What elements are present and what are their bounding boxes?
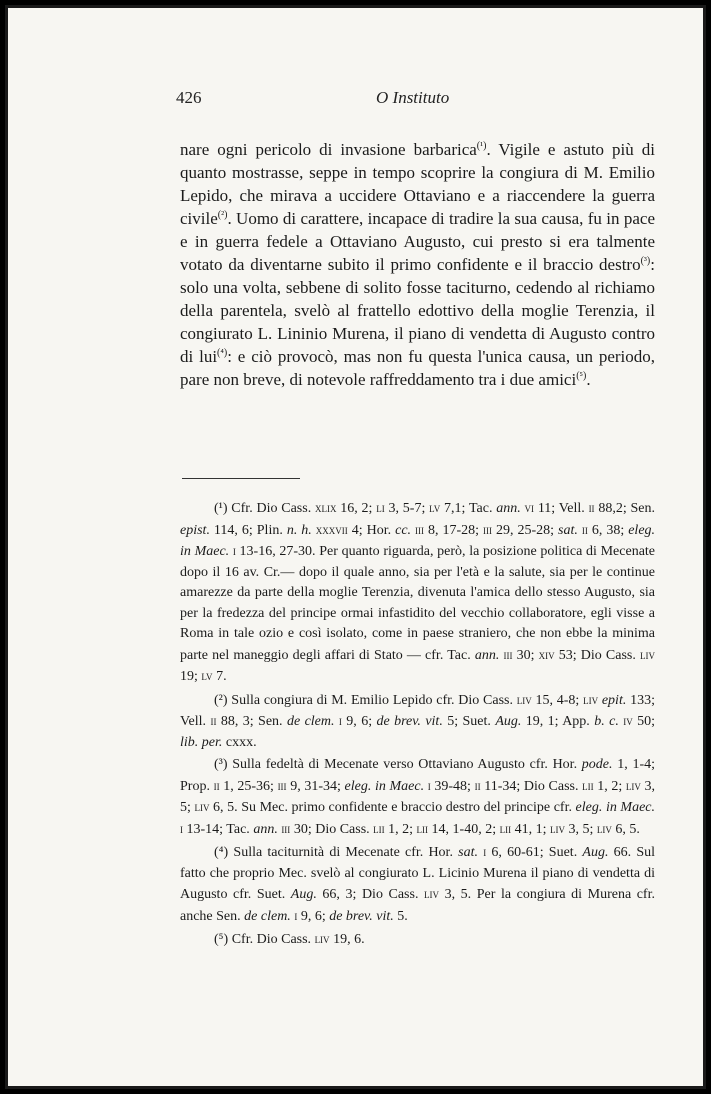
text-run: pode. bbox=[581, 757, 613, 772]
text-run: 19, 1; App. bbox=[521, 714, 595, 729]
text-run: xxxvii bbox=[315, 521, 348, 537]
text-run: 88, 3; Sen. bbox=[216, 714, 287, 729]
text-run: ii bbox=[210, 713, 217, 728]
text-run: 19, 6. bbox=[329, 932, 365, 947]
text-run: b. c. bbox=[594, 714, 619, 729]
text-run: 13-16, 27-30. Per quanto riguarda, però, la posizione politica di Mecenate dopo il 16 av. Cr.— dopo il quale anno, sia per l'età e la salute, sia per le continue amarezze da parte della moglie Terenzia, divenuta l'amica dello stesso Augusto, sia per la fredezza del principe ormai infastidito del vecchio collaboratore, egli visse a Roma in tale ozio e così isolato, come in paese straniero, che non ebbe la minima parte nel maneggio degli affari di Stato — cfr. Tac. bbox=[180, 544, 656, 663]
text-run: iii bbox=[415, 521, 425, 537]
text-run: 6, 38; bbox=[587, 522, 629, 538]
text-run: 11; Vell. bbox=[534, 501, 589, 516]
text-run: vi bbox=[524, 500, 535, 515]
text-run: iii bbox=[503, 646, 513, 662]
text-run: 1, 1-4; Prop. bbox=[180, 757, 655, 794]
text-run: ann. bbox=[496, 501, 521, 516]
footnote-ref[interactable]: (³) bbox=[640, 255, 651, 267]
text-run: . Vigile e astuto più di quanto mostrasse, seppe in tempo scoprire la congiura di M. Emilio Lepido, che mirava a uccidere Ottaviano e a riaccendere la guerra civile bbox=[180, 140, 655, 228]
text-run: 66, 3; Dio Cass. bbox=[316, 887, 425, 902]
text-run: lii bbox=[416, 820, 429, 836]
text-run: 29, 25-28; bbox=[492, 522, 559, 538]
text-run: . Uomo di carattere, incapace di tradire la sua causa, fu in pace e in guerra fedele a Ottaviano Augusto, cui presto si era talmente votato da diventarne subito il primo confidente e il braccio destro bbox=[180, 209, 655, 274]
text-run: iv bbox=[623, 713, 633, 728]
text-run: : solo una volta, sebbene di solito fosse taciturno, cedendo al richiamo della parentela, svelò al frattello edottivo della moglie Terenzia, il congiurato L. Lininio Murena, il piano di vendetta di Augusto contro di lui bbox=[180, 255, 655, 366]
text-run: ii bbox=[213, 777, 220, 793]
text-run: 3, 5-7; bbox=[384, 501, 430, 516]
text-run: 133; Vell. bbox=[180, 692, 655, 729]
text-run: de brev. vit. bbox=[329, 908, 394, 924]
text-run: lv bbox=[429, 500, 441, 515]
text-run: liv bbox=[625, 777, 641, 793]
text-run: iii bbox=[277, 777, 287, 793]
text-run: i bbox=[180, 820, 183, 836]
text-run: Sulla fedeltà di Mecenate verso Ottaviano Augusto cfr. Hor. bbox=[227, 757, 582, 772]
text-run: xiv bbox=[538, 646, 555, 662]
footnote-ref[interactable]: (⁵) bbox=[576, 370, 587, 382]
text-run: 1, 25-36; bbox=[219, 778, 278, 794]
text-run: 9, 31-34; bbox=[286, 778, 345, 794]
text-run: 7,1; Tac. bbox=[440, 501, 497, 516]
main-text bbox=[180, 138, 655, 391]
text-run: Sulla taciturnità di Mecenate cfr. Hor. bbox=[228, 845, 459, 860]
text-run: liv bbox=[640, 646, 656, 662]
text-run: nare ogni pericolo di invasione barbarica bbox=[180, 140, 477, 159]
text-run: : e ciò provocò, mas non fu questa l'unica causa, un periodo, pare non breve, di notevole raffreddamento tra i due amici bbox=[180, 347, 655, 389]
text-run: 3, 5. Per la congiura di Murena cfr. anche Sen. bbox=[180, 887, 655, 924]
text-run: 3, 5; bbox=[180, 778, 656, 815]
main-paragraph bbox=[180, 138, 655, 391]
text-run: iii bbox=[281, 820, 291, 836]
text-run: n. h. bbox=[286, 522, 312, 538]
text-run: epist. bbox=[180, 522, 210, 538]
text-run: sat. bbox=[458, 845, 478, 860]
text-run: sat. bbox=[558, 522, 578, 538]
text-run: 41, 1; bbox=[511, 821, 550, 837]
text-run: 1, 2; bbox=[593, 778, 626, 794]
text-run: i bbox=[427, 777, 431, 793]
text-run: de clem. bbox=[286, 714, 335, 729]
text-run: ii bbox=[474, 777, 481, 793]
text-run: eleg. in Maec. bbox=[344, 778, 425, 794]
page-number: 426 bbox=[176, 88, 202, 107]
text-run: 16, 2; bbox=[336, 501, 377, 516]
text-run: 19; bbox=[180, 669, 202, 684]
text-run: xlix bbox=[314, 500, 337, 515]
text-run: cc. bbox=[395, 522, 412, 538]
text-run: liv bbox=[596, 820, 612, 836]
text-run: 50; bbox=[632, 714, 656, 729]
text-run: ii bbox=[581, 521, 588, 537]
text-run: 1, 2; bbox=[384, 821, 417, 837]
footnote-1 bbox=[180, 498, 655, 688]
text-run: de clem. bbox=[244, 908, 291, 924]
text-run: 8, 17-28; bbox=[424, 522, 484, 538]
footnote-mark: (¹) bbox=[214, 501, 228, 516]
text-run: i bbox=[483, 844, 487, 859]
text-run: epit. bbox=[601, 692, 627, 708]
text-run: eleg. in Maec. bbox=[180, 522, 656, 559]
footnote-4 bbox=[180, 842, 655, 927]
text-run: liv bbox=[424, 886, 440, 901]
text-run: 6, 5. bbox=[611, 821, 640, 837]
text-run: 3, 5; bbox=[565, 821, 597, 837]
text-run: 114, 6; Plin. bbox=[209, 522, 287, 538]
text-run: eleg. in Maec. bbox=[575, 800, 656, 815]
text-run: li bbox=[376, 500, 385, 515]
text-run: 4; Hor. bbox=[347, 522, 396, 538]
text-run: lv bbox=[201, 668, 213, 683]
text-run: de brev. vit. bbox=[376, 714, 443, 729]
text-run: liv bbox=[314, 931, 330, 946]
text-run: 39-48; bbox=[430, 778, 475, 794]
text-run: i bbox=[294, 907, 298, 923]
text-run: 30; Dio Cass. bbox=[290, 821, 374, 837]
text-run: ann. bbox=[253, 821, 278, 837]
text-run: lii bbox=[582, 777, 594, 793]
footnote-2 bbox=[180, 690, 655, 754]
text-run: liv bbox=[583, 691, 599, 707]
footnote-divider bbox=[182, 478, 300, 479]
text-run: iii bbox=[483, 521, 493, 537]
text-run: 11-34; Dio Cass. bbox=[480, 778, 583, 794]
text-run: 5. bbox=[393, 908, 408, 924]
text-run: Aug. bbox=[290, 887, 317, 902]
text-run: . bbox=[586, 370, 591, 389]
text-run: 53; Dio Cass. bbox=[554, 647, 641, 663]
text-run: 6, 5. Su Mec. primo confidente e braccio destro del principe cfr. bbox=[209, 800, 576, 815]
text-run: Sulla congiura di M. Emilio Lepido cfr. Dio Cass. bbox=[227, 692, 517, 708]
text-run: i bbox=[338, 713, 342, 728]
text-run: 5; Suet. bbox=[442, 714, 496, 729]
text-run: lib. per. bbox=[180, 734, 223, 750]
footnote-mark: (³) bbox=[214, 757, 228, 772]
text-run: lii bbox=[499, 820, 512, 836]
text-run: Cfr. Dio Cass. bbox=[228, 932, 315, 947]
footnotes bbox=[180, 498, 655, 953]
page bbox=[5, 5, 706, 1089]
text-run: liv bbox=[550, 820, 565, 836]
text-run: ann. bbox=[474, 647, 500, 663]
text-run: 30; bbox=[512, 647, 539, 663]
text-run: 9, 6; bbox=[341, 714, 377, 729]
text-run: 6, 60-61; Suet. bbox=[486, 845, 583, 860]
text-run: lii bbox=[373, 820, 385, 836]
text-run: 9, 6; bbox=[297, 908, 330, 924]
running-title: O Instituto bbox=[376, 88, 450, 107]
text-run: 15, 4-8; bbox=[531, 692, 584, 708]
footnote-3 bbox=[180, 755, 655, 840]
footnote-mark: (⁴) bbox=[214, 845, 229, 860]
text-run: 7. bbox=[212, 669, 227, 684]
text-run: 66. Sul fatto che proprio Mec. svelò al congiurato L. Licinio Murena il piano di vendetta di Augusto cfr. Suet. bbox=[180, 845, 656, 902]
footnote-mark: (²) bbox=[214, 692, 228, 708]
footnote-mark: (⁵) bbox=[214, 932, 229, 947]
text-run: 13-14; Tac. bbox=[183, 821, 254, 837]
text-run: Aug. bbox=[495, 714, 522, 729]
text-run: i bbox=[232, 543, 236, 558]
text-run: cxxx. bbox=[222, 734, 257, 750]
text-run: Cfr. Dio Cass. bbox=[227, 501, 315, 516]
text-run: liv bbox=[194, 799, 210, 814]
text-run: liv bbox=[516, 691, 532, 707]
footnote-ref[interactable]: (²) bbox=[217, 209, 228, 221]
footnote-ref[interactable]: (¹) bbox=[476, 140, 487, 152]
footnote-5 bbox=[180, 929, 655, 951]
text-run: 14, 1-40, 2; bbox=[428, 821, 500, 837]
text-run: ii bbox=[588, 500, 595, 515]
text-run: Aug. bbox=[582, 845, 609, 860]
text-run: 88,2; Sen. bbox=[594, 501, 656, 516]
footnote-ref[interactable]: (⁴) bbox=[217, 347, 228, 359]
